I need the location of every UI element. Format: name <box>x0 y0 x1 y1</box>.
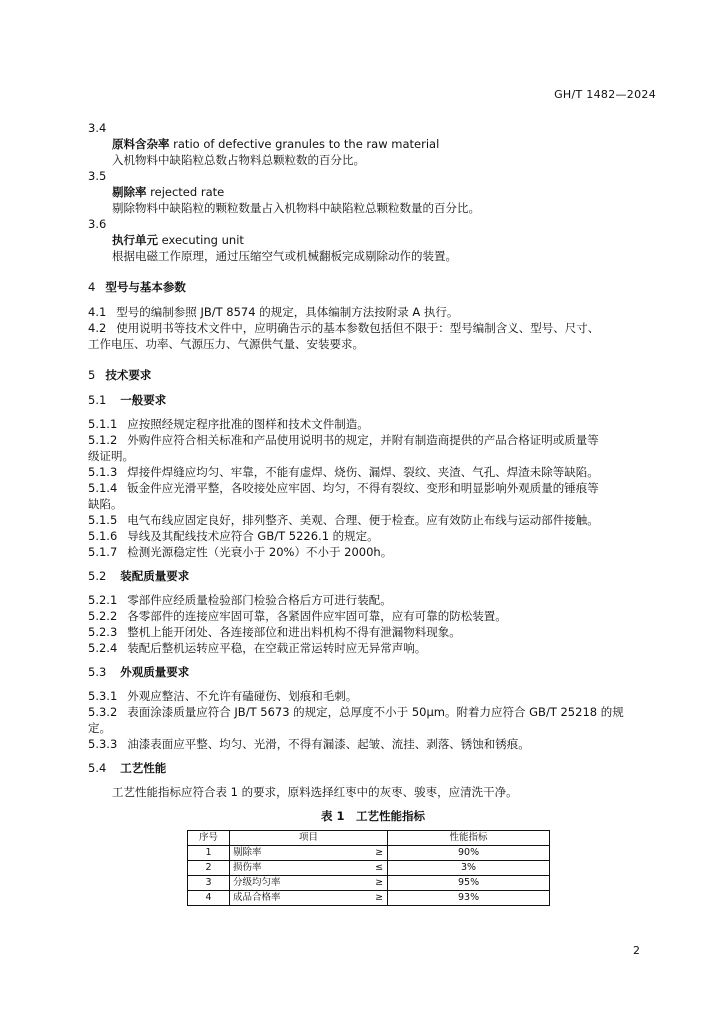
clause <box>88 528 658 544</box>
section-number: 5.2 <box>88 569 107 583</box>
clause-text: 外购件应符合相关标准和产品使用说明书的规定，并附有制造商提供的产品合格证明或质量等 <box>127 433 599 447</box>
term-number: 3.4 <box>88 121 107 135</box>
clause-number: 5.3.2 <box>88 705 118 719</box>
term-number: 3.6 <box>88 217 107 231</box>
clause <box>88 320 658 336</box>
clause <box>88 416 658 432</box>
clause-number: 5.1.5 <box>88 513 118 527</box>
document-body <box>88 120 658 906</box>
clause-continuation: 定。 <box>88 721 111 735</box>
clause-number: 5.3.3 <box>88 737 118 751</box>
table-cell-value: 90% <box>388 846 550 861</box>
clause-number: 5.2.4 <box>88 641 118 655</box>
table-cell-number: 2 <box>188 861 230 876</box>
clause-text: 导线及其配线技术应符合 GB/T 5226.1 的规定。 <box>127 529 379 543</box>
term-english: rejected rate <box>150 185 225 199</box>
section-heading <box>88 664 658 680</box>
table-cell-number: 1 <box>188 846 230 861</box>
table-cell-value: 3% <box>388 861 550 876</box>
clause-text: 表面涂漆质量应符合 JB/T 5673 的规定，总厚度不小于 50μm。附着力应符合 GB/T 25218 的规 <box>127 705 624 719</box>
clause-text: 焊接件焊缝应均匀、牢靠，不能有虚焊、烧伤、漏焊、裂纹、夹渣、气孔、焊渣未除等缺陷。 <box>127 465 599 479</box>
table-header-row <box>188 831 550 846</box>
table-row <box>188 846 550 861</box>
clause-number: 5.2.2 <box>88 609 118 623</box>
table-cell-item: 成品合格率 <box>230 891 372 906</box>
clause <box>88 464 658 480</box>
clause-text: 整机上能开闭处、各连接部位和进出料机构不得有泄漏物料现象。 <box>127 625 461 639</box>
term-title: 原料含杂率 <box>112 137 170 151</box>
clause <box>88 624 658 640</box>
section-title: 外观质量要求 <box>120 665 190 679</box>
page-number: 2 <box>633 944 640 957</box>
clause-text: 外观应整洁、不允许有磕碰伤、划痕和毛刺。 <box>127 689 358 703</box>
section-number: 5.3 <box>88 665 107 679</box>
table-header-cell: 序号 <box>188 831 230 846</box>
clause-text: 零部件应经质量检验部门检验合格后方可进行装配。 <box>127 593 392 607</box>
chapter-heading <box>88 279 658 295</box>
table-cell-number: 3 <box>188 876 230 891</box>
table-cell-operator: ≥ <box>371 891 387 906</box>
clause-number: 5.1.2 <box>88 433 118 447</box>
section-heading <box>88 568 658 584</box>
term-title: 执行单元 <box>112 233 158 247</box>
clause <box>88 304 658 320</box>
section-number: 5.1 <box>88 393 107 407</box>
clause <box>88 688 658 704</box>
table-row <box>188 891 550 906</box>
table-row <box>188 876 550 891</box>
page-header-code: GH/T 1482—2024 <box>554 88 656 101</box>
table-cell-item: 分级均匀率 <box>230 876 372 891</box>
term-english: ratio of defective granules to the raw material <box>173 137 440 151</box>
section-title: 一般要求 <box>120 393 167 407</box>
clause-text: 油漆表面应平整、均匀、光滑，不得有漏漆、起皱、流挂、剥落、锈蚀和锈痕。 <box>127 737 530 751</box>
clause <box>88 736 658 752</box>
section-heading <box>88 392 658 408</box>
section-paragraph: 工艺性能指标应符合表 1 的要求，原料选择红枣中的灰枣、骏枣，应清洗干净。 <box>112 785 518 799</box>
term-definition: 入机物料中缺陷粒总数占物料总颗粒数的百分比。 <box>112 153 365 167</box>
term-english: executing unit <box>161 233 244 247</box>
chapter-number: 4 <box>88 280 96 294</box>
clause-text: 装配后整机运转应平稳，在空载正常运转时应无异常声响。 <box>127 641 427 655</box>
clause-continuation: 级证明。 <box>88 449 134 463</box>
clause-continuation: 缺陷。 <box>88 497 123 511</box>
clause-text: 电气布线应固定良好，排列整齐、美观、合理、便于检查。应有效防止布线与运动部件接触。 <box>127 513 599 527</box>
clause-number: 5.3.1 <box>88 689 118 703</box>
term-definition: 根据电磁工作原理，通过压缩空气或机械翻板完成剔除动作的装置。 <box>112 249 457 263</box>
section-title: 工艺性能 <box>120 761 167 775</box>
clause <box>88 640 658 656</box>
table-row <box>188 861 550 876</box>
table-header-cell: 性能指标 <box>388 831 550 846</box>
clause <box>88 608 658 624</box>
clause-text: 检测光源稳定性（光衰小于 20%）不小于 2000h。 <box>127 545 393 559</box>
performance-table <box>187 830 550 906</box>
term-number: 3.5 <box>88 169 107 183</box>
section-title: 装配质量要求 <box>120 569 190 583</box>
table-cell-item: 剔除率 <box>230 846 372 861</box>
table-cell-operator: ≥ <box>371 876 387 891</box>
clause-number: 4.2 <box>88 321 107 335</box>
clause-text: 应按照经规定程序批准的图样和技术文件制造。 <box>127 417 369 431</box>
chapter-heading <box>88 367 658 383</box>
clause-number: 5.2.1 <box>88 593 118 607</box>
clause <box>88 512 658 528</box>
table-cell-operator: ≥ <box>371 846 387 861</box>
section-number: 5.4 <box>88 761 107 775</box>
term-definition: 剔除物料中缺陷粒的颗粒数量占入机物料中缺陷粒总颗粒数量的百分比。 <box>112 201 480 215</box>
chapter-number: 5 <box>88 368 96 382</box>
clause <box>88 480 658 496</box>
clause-number: 5.1.3 <box>88 465 118 479</box>
term-heading <box>88 232 658 248</box>
clause <box>88 592 658 608</box>
clause-text: 钣金件应光滑平整，各咬接处应牢固、均匀，不得有裂纹、变形和明显影响外观质量的锤痕等 <box>127 481 599 495</box>
clause <box>88 704 658 720</box>
clause-text: 各零部件的连接应牢固可靠，各紧固件应牢固可靠，应有可靠的防松装置。 <box>127 609 507 623</box>
table-cell-number: 4 <box>188 891 230 906</box>
clause-continuation: 工作电压、功率、气源压力、气源供气量、安装要求。 <box>88 337 364 351</box>
clause-number: 5.1.6 <box>88 529 118 543</box>
table-caption: 表 1 工艺性能指标 <box>320 809 425 823</box>
clause-number: 5.1.1 <box>88 417 118 431</box>
table-cell-operator: ≤ <box>371 861 387 876</box>
clause-text: 型号的编制参照 JB/T 8574 的规定，具体编制方法按附录 A 执行。 <box>116 305 459 319</box>
table-cell-item: 损伤率 <box>230 861 372 876</box>
section-heading <box>88 760 658 776</box>
term-heading <box>88 136 658 152</box>
clause <box>88 432 658 448</box>
clause <box>88 544 658 560</box>
chapter-title: 技术要求 <box>105 368 152 382</box>
clause-number: 5.2.3 <box>88 625 118 639</box>
clause-number: 5.1.7 <box>88 545 118 559</box>
chapter-title: 型号与基本参数 <box>105 280 186 294</box>
term-heading <box>88 184 658 200</box>
table-cell-value: 93% <box>388 891 550 906</box>
table-cell-value: 95% <box>388 876 550 891</box>
term-title: 剔除率 <box>112 185 147 199</box>
clause-number: 4.1 <box>88 305 107 319</box>
clause-number: 5.1.4 <box>88 481 118 495</box>
table-header-cell: 项目 <box>230 831 388 846</box>
clause-text: 使用说明书等技术文件中，应明确告示的基本参数包括但不限于：型号编制含义、型号、尺寸、 <box>116 321 600 335</box>
